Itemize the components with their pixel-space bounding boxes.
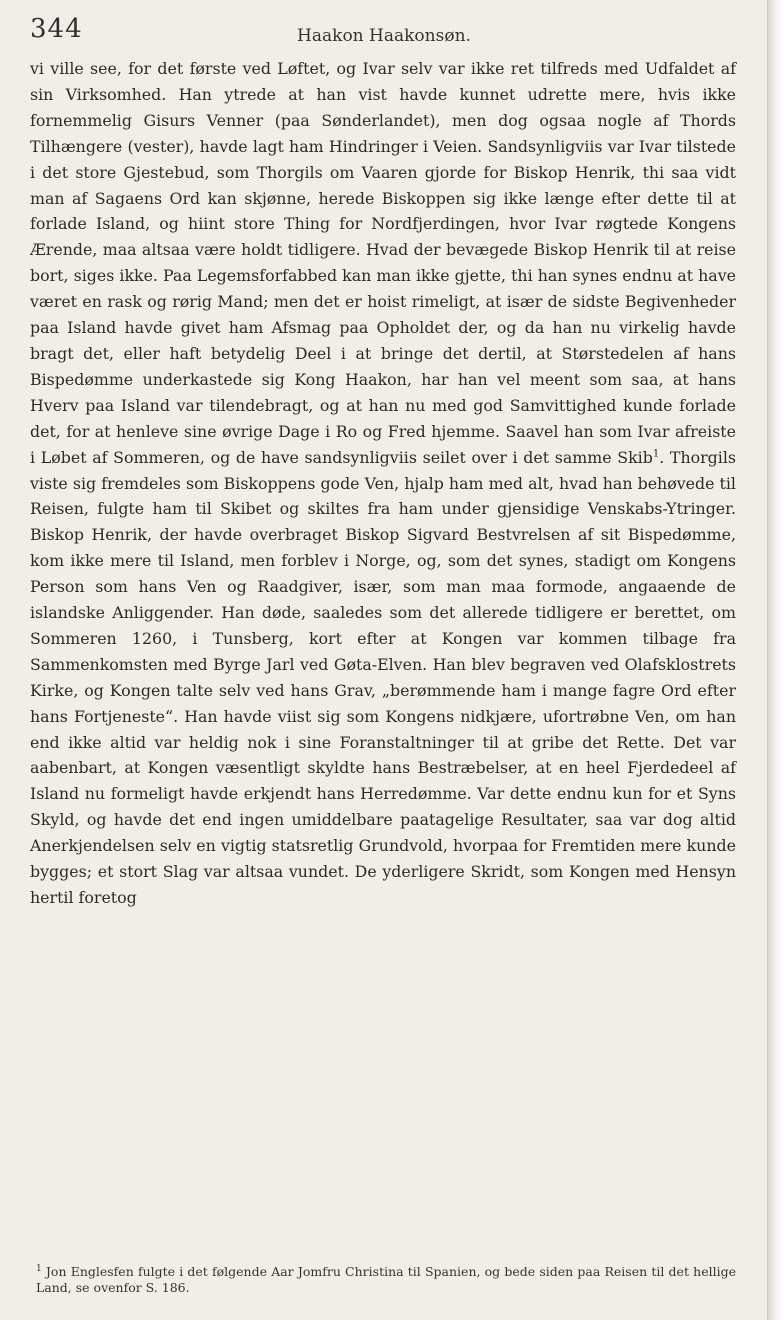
page-edge	[767, 0, 784, 1320]
page-number: 344	[30, 14, 83, 44]
footnote-mark: 1	[36, 1263, 42, 1274]
body-text	[30, 56, 736, 911]
paragraph-text: vi ville see, for det første ved Løftet, og Ivar selv var ikke ret tilfreds med Udfaldet af sin Virksomhed. Han ytrede at han vist havde kunnet udrette mere, hvis ikke fornemmelig Gisurs Venner (paa Sønderlandet), men dog ogsaa nogle af Thords Tilhængere (vester), havde lagt ham Hindringer i Veien. Sandsynligviis var Ivar tilstede i det store Gjestebud, som Thorgils om Vaaren gjorde for Biskop Henrik, thi saa vidt man af Sagaens Ord kan skjønne, herede Biskoppen sig ikke længe efter dette til at forlade Island, og hiint store Thing for Nordfjerdingen, hvor Ivar røgtede Kongens Ærende, maa altsaa være holdt tidligere. Hvad der bevægede Biskop Henrik til at reise bort, siges ikke. Paa Legemsforfabbed kan man ikke gjette, thi han synes endnu at have været en rask og rørig Mand; men det er hoist rimeligt, at især de sidste Begivenheder paa Island havde givet ham Afsmag paa Opholdet der, og da han nu virkelig havde bragt det, eller haft betydelig Deel i at bringe det dertil, at Størstedelen af hans Bispedømme underkastede sig Kong Haakon, har han vel meent som saa, at hans Hverv paa Island var tilendebragt, og at han nu med god Samvittighed kunde forlade det, for at henleve sine øvrige Dage i Ro og Fred hjemme. Saavel han som Ivar afreiste i Løbet af Sommeren, og de have sandsynligviis seilet over i det samme Skib	[30, 59, 736, 467]
footnote	[36, 1264, 736, 1296]
footnote-text: Jon Englesfen fulgte i det følgende Aar Jomfru Christina til Spanien, og bede siden paa Reisen til det hellige Land, se ovenfor S. 186.	[36, 1264, 736, 1295]
footnote-reference: 1	[652, 448, 660, 460]
paragraph	[30, 56, 736, 911]
paragraph-text-continued: . Thorgils viste sig fremdeles som Biskoppens gode Ven, hjalp ham med alt, hvad han behøvede til Reisen, fulgte ham til Skibet og skiltes fra ham under gjensidige Venskabs-Ytringer. Biskop Henrik, der havde overbraget Biskop Sigvard Bestvrelsen af sit Bispedømme, kom ikke mere til Island, men forblev i Norge, og, som det synes, stadigt om Kongens Person som hans Ven og Raadgiver, især, som man maa formode, angaaende de islandske Anliggender. Han døde, saaledes som det allerede tidligere er berettet, om Sommeren 1260, i Tunsberg, kort efter at Kongen var kommen tilbage fra Sammenkomsten med Byrge Jarl ved Gøta-Elven. Han blev begraven ved Olafsklostrets Kirke, og Kongen talte selv ved hans Grav, „berømmende ham i mange fagre Ord efter hans Fortjeneste“. Han havde viist sig som Kongens nidkjære, ufortrøbne Ven, om han end ikke altid var heldig nok i sine Foranstaltninger til at gribe det Rette. Det var aabenbart, at Kongen væsentligt skyldte hans Bestræbelser, at en heel Fjerdedeel af Island nu formeligt havde erkjendt hans Herredømme. Var dette endnu kun for et Syns Skyld, og havde det end ingen umiddelbare paatagelige Resultater, saa var dog altid Anerkjendelsen selv en vigtig statsretlig Grundvold, hvorpaa for Fremtiden mere kunde bygges; et stort Slag var altsaa vundet. De yderligere Skridt, som Kongen med Hensyn hertil foretog	[30, 447, 736, 907]
running-head: Haakon Haakonsøn.	[297, 26, 471, 46]
